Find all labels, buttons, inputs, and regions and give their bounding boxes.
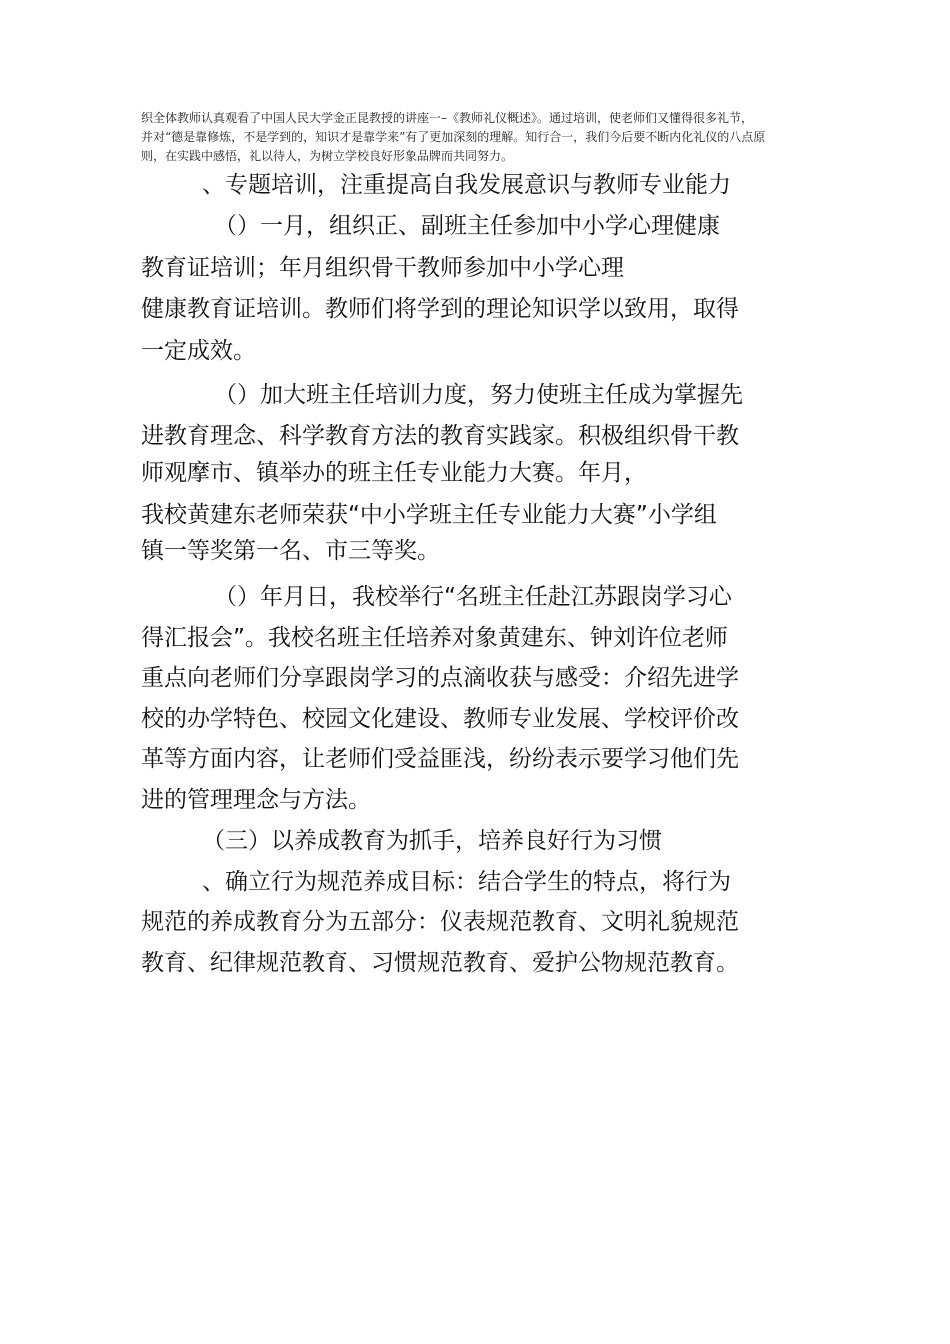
paragraph-2-line: 进教育理念、科学教育方法的教育实践家。积极组织骨干教 bbox=[141, 423, 739, 449]
paragraph-2-line: 师观摩市、镇举办的班主任专业能力大赛。年月， bbox=[141, 460, 647, 486]
paragraph-3-line: 得汇报会”。我校名班主任培养对象黄建东、钟刘许位老师 bbox=[141, 625, 728, 651]
paragraph-3-line: 革等方面内容，让老师们受益匪浅，纷纷表示要学习他们先 bbox=[141, 746, 739, 772]
paragraph-4-line: 、确立行为规范养成目标：结合学生的特点，将行为 bbox=[202, 869, 731, 895]
paragraph-1-line: 教育证培训；年月组织骨干教师参加中小学心理 bbox=[141, 255, 624, 281]
paragraph-1-line: 健康教育证培训。教师们将学到的理论知识学以致用，取得 bbox=[141, 296, 739, 322]
intro-line: 并对“德是靠修炼，不是学到的，知识才是靠学来”有了更加深刻的理解。知行合一，我们今后要不断内化礼仪的八点原 bbox=[141, 130, 766, 144]
paragraph-3-line: （）年月日，我校举行“名班主任赴江苏跟岗学习心 bbox=[214, 584, 732, 610]
section-three-heading: （三）以养成教育为抓手，培养良好行为习惯 bbox=[202, 828, 662, 854]
paragraph-3-line: 重点向老师们分享跟岗学习的点滴收获与感受：介绍先进学 bbox=[141, 665, 739, 691]
paragraph-2-line: 镇一等奖第一名、市三等奖。 bbox=[141, 538, 440, 564]
intro-line: 织全体教师认真观看了中国人民大学金正昆教授的讲座一–《教师礼仪概述》。通过培训，使老师们又懂得很多礼节， bbox=[141, 111, 754, 125]
section-heading: 、专题培训，注重提高自我发展意识与教师专业能力 bbox=[202, 172, 731, 198]
paragraph-2-line: 我校黄建东老师荣获“中小学班主任专业能力大赛”小学组 bbox=[141, 502, 717, 528]
paragraph-2-line: （）加大班主任培训力度，努力使班主任成为掌握先 bbox=[214, 382, 743, 408]
paragraph-1-line: （）一月，组织正、副班主任参加中小学心理健康 bbox=[214, 213, 720, 239]
paragraph-3-line: 进的管理理念与方法。 bbox=[141, 787, 371, 813]
intro-paragraph bbox=[141, 109, 811, 166]
paragraph-4-line: 规范的养成教育分为五部分：仪表规范教育、文明礼貌规范 bbox=[141, 909, 739, 935]
paragraph-4-line: 教育、纪律规范教育、习惯规范教育、爱护公物规范教育。 bbox=[141, 950, 739, 976]
paragraph-1-line: 一定成效。 bbox=[141, 338, 256, 364]
paragraph-3-line: 校的办学特色、校园文化建设、教师专业发展、学校评价改 bbox=[141, 706, 739, 732]
intro-line: 则，在实践中感悟，礼以待人，为树立学校良好形象品牌而共同努力。 bbox=[141, 149, 514, 163]
